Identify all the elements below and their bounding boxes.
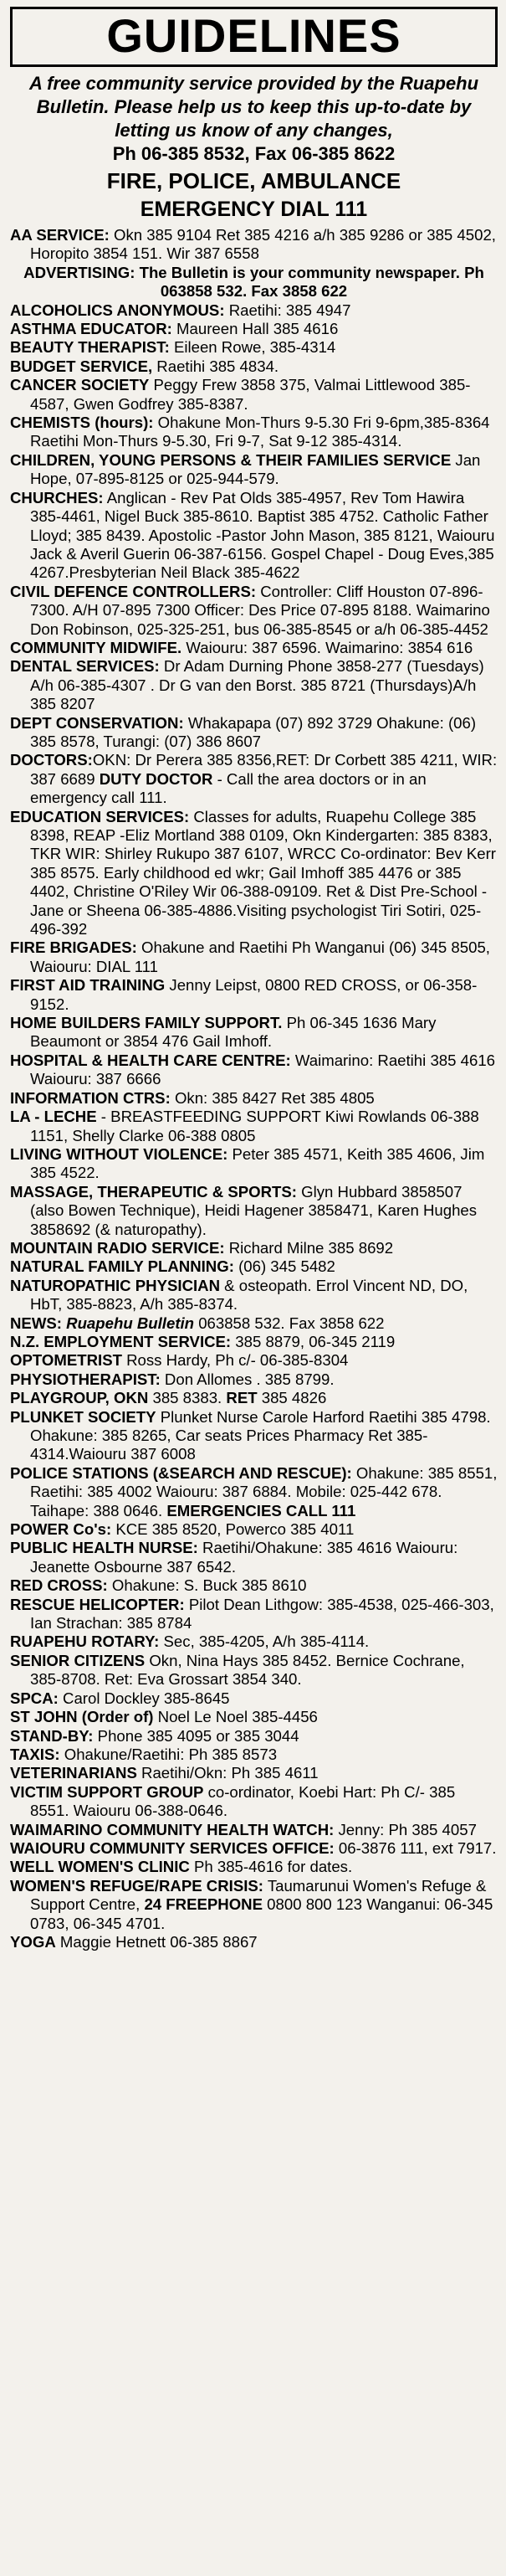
entry-heading: FIRST AID TRAINING (10, 976, 166, 995)
entry-heading: BUDGET SERVICE, (10, 357, 153, 375)
list-item (10, 1727, 498, 1746)
list-item (10, 451, 498, 489)
entry-details: Okn: 385 8427 Ret 385 4805 (170, 1088, 375, 1107)
entry-details: Peggy Frew 3858 375, Valmai Littlewood 385-4587, Gwen Godfrey 385-8387. (30, 376, 471, 413)
entry-heading: WAIOURU COMMUNITY SERVICES OFFICE: (10, 1838, 335, 1857)
entry-details: 385 8383. (148, 1389, 227, 1407)
entry-heading: BEAUTY THERAPIST: (10, 338, 170, 357)
entry-heading: CHEMISTS (hours): (10, 414, 154, 432)
entry-details: Okn, Nina Hays 385 8452. Bernice Cochrane, 385-8708. Ret: Eva Grossart 3854 340. (30, 1651, 465, 1689)
list-item (10, 1464, 498, 1520)
entry-heading: CHURCHES: (10, 488, 104, 506)
list-item (10, 226, 498, 264)
entry-emphasis: EMERGENCIES CALL 111 (166, 1501, 356, 1519)
list-item (10, 489, 498, 583)
entry-heading: WOMEN'S REFUGE/RAPE CRISIS: (10, 1876, 263, 1895)
list-item (10, 414, 498, 451)
entry-details: Peter 385 4571, Keith 385 4606, Jim 385 4522. (30, 1144, 485, 1182)
list-item (10, 751, 498, 807)
entry-details: Raetihi 385 4834. (152, 357, 279, 375)
list-item (10, 1933, 498, 1951)
entry-heading: POLICE STATIONS (&SEARCH AND RESCUE): (10, 1463, 352, 1482)
list-item (10, 1014, 498, 1051)
entry-heading: STAND-BY: (10, 1726, 94, 1745)
list-item (10, 1089, 498, 1108)
list-item (10, 938, 498, 976)
list-item (10, 1596, 498, 1633)
entry-details: Jenny Leipst, 0800 RED CROSS, or 06-358-9152. (30, 976, 478, 1013)
list-item (10, 808, 498, 939)
entry-details: 06-3876 111, ext 7917. (334, 1838, 497, 1857)
entry-heading: ASTHMA EDUCATOR: (10, 320, 172, 338)
list-item (10, 976, 498, 1014)
list-item (10, 1652, 498, 1689)
entry-heading: RESCUE HELICOPTER: (10, 1595, 185, 1613)
entry-heading: PLUNKET SOCIETY (10, 1407, 156, 1426)
entry-heading: VETERINARIANS (10, 1764, 137, 1782)
entry-publication: Ruapehu Bulletin (61, 1314, 195, 1332)
entry-details: & osteopath. Errol Vincent ND, DO, HbT, 385-8823, A/h 385-8374. (30, 1276, 468, 1314)
entry-heading: DEPT CONSERVATION: (10, 713, 184, 732)
entry-details: Dr Adam Durning Phone 3858-277 (Tuesdays) A/h 06-385-4307 . Dr G van den Borst. 385 8721 (Thursdays)A/h 385 8207 (30, 657, 484, 713)
entry-details: 385 8879, 06-345 2119 (231, 1332, 396, 1350)
list-item (10, 1108, 498, 1145)
directory-list (10, 226, 498, 1951)
entry-details: OKN: Dr Perera 385 8356,RET: Dr Corbett 385 4211, WIR: 387 6689 (30, 751, 498, 788)
entry-heading: OPTOMETRIST (10, 1351, 122, 1370)
entry-details: Anglican - Rev Pat Olds 385-4957, Rev Tom Hawira 385-4461, Nigel Buck 385-8610. Baptist 385 4752. Catholic Father Lloyd; 385 8439. Apostolic -Pastor John Mason, 385 8121, Waiouru Jack & Averil Guerin 06-387-6156. Gospel Chapel - Doug Eves,385 4267.Presbyterian Neil Black 385-4622 (30, 488, 495, 582)
list-item (10, 1389, 498, 1407)
entry-heading: DOCTORS: (10, 751, 93, 769)
list-item (10, 1539, 498, 1576)
entry-details: KCE 385 8520, Powerco 385 4011 (111, 1520, 355, 1539)
entry-details: Pilot Dean Lithgow: 385-4538, 025-466-303, Ian Strachan: 385 8784 (30, 1595, 494, 1632)
entry-heading: N.Z. EMPLOYMENT SERVICE: (10, 1332, 232, 1350)
list-item (10, 583, 498, 639)
entry-heading: VICTIM SUPPORT GROUP (10, 1782, 204, 1801)
entry-details: Ohakune Mon-Thurs 9-5.30 Fri 9-6pm,385-8364 Raetihi Mon-Thurs 9-5.30, Fri 9-7, Sat 9-12 385-4314. (30, 414, 490, 450)
masthead (10, 7, 498, 67)
entry-heading: HOME BUILDERS FAMILY SUPPORT. (10, 1014, 283, 1032)
entry-details: co-ordinator, Koebi Hart: Ph C/- 385 8551. Waiouru 06-388-0646. (30, 1782, 456, 1820)
entry-heading: COMMUNITY MIDWIFE. (10, 638, 182, 656)
entry-details: Ohakune/Raetihi: Ph 385 8573 (59, 1745, 278, 1763)
list-item (10, 1877, 498, 1933)
entry-heading: PLAYGROUP, OKN (10, 1389, 149, 1407)
entry-details: Maureen Hall 385 4616 (171, 320, 339, 338)
list-item (10, 1257, 498, 1276)
entry-heading: PHYSIOTHERAPIST: (10, 1370, 161, 1388)
emergency-services-heading: FIRE, POLICE, AMBULANCE (106, 168, 401, 193)
list-item (10, 1821, 498, 1839)
list-item (10, 1783, 498, 1821)
entry-details-more: 0800 800 123 Wanganui: 06-345 0783, 06-345 4701. (30, 1895, 493, 1932)
list-item (10, 357, 498, 376)
entry-details: - BREASTFEEDING SUPPORT Kiwi Rowlands 06-388 1151, Shelly Clarke 06-388 0805 (30, 1108, 479, 1144)
entry-details: Raetihi/Ohakune: 385 4616 Waiouru: Jeanette Osbourne 387 6542. (30, 1539, 458, 1576)
entry-details: Phone 385 4095 or 385 3044 (93, 1726, 299, 1745)
list-item (10, 1576, 498, 1595)
entry-details-more: 063858 532. Fax 3858 622 (194, 1314, 385, 1332)
intro-phone: Ph 06-385 8532, Fax 06-385 8622 (112, 143, 396, 164)
emergency-dial-heading: EMERGENCY DIAL 111 (140, 198, 368, 221)
entry-heading: HOSPITAL & HEALTH CARE CENTRE: (10, 1051, 291, 1069)
entry-heading: MASSAGE, THERAPEUTIC & SPORTS: (10, 1182, 297, 1201)
list-item (10, 1408, 498, 1464)
entry-details: Sec, 385-4205, A/h 385-4114. (159, 1632, 370, 1651)
entry-details: Waiouru: 387 6596. Waimarino: 3854 616 (181, 638, 473, 656)
intro-text (10, 72, 498, 166)
entry-details: Ohakune: S. Buck 385 8610 (107, 1576, 307, 1595)
entry-heading: DENTAL SERVICES: (10, 657, 160, 676)
entry-details: Waimarino: Raetihi 385 4616 Waiouru: 387 6666 (30, 1051, 495, 1088)
entry-heading: INFORMATION CTRS: (10, 1088, 171, 1107)
entry-details: Eileen Rowe, 385-4314 (169, 338, 336, 357)
entry-heading: LIVING WITHOUT VIOLENCE: (10, 1144, 228, 1163)
entry-notice: ADVERTISING: The Bulletin is your community newspaper. Ph 063858 532. Fax 3858 622 (23, 263, 484, 301)
entry-heading: AA SERVICE: (10, 226, 110, 244)
entry-heading: ST JOHN (Order of) (10, 1708, 154, 1726)
entry-details: Ohakune and Raetihi Ph Wanganui (06) 345 8505, Waiouru: DIAL 111 (30, 938, 490, 975)
list-item (10, 1239, 498, 1257)
list-item (10, 376, 498, 414)
entry-details-more: 385 4826 (257, 1389, 327, 1407)
entry-details: Ross Hardy, Ph c/- 06-385-8304 (121, 1351, 349, 1370)
list-item (10, 1746, 498, 1764)
list-item (10, 1051, 498, 1089)
list-item (10, 1708, 498, 1726)
list-item (10, 264, 498, 301)
entry-details: Plunket Nurse Carole Harford Raetihi 385 4798. Ohakune: 385 8265, Car seats Prices Pharmacy Ret 385-4314.Waiouru 387 6008 (30, 1407, 491, 1463)
entry-heading: CIVIL DEFENCE CONTROLLERS: (10, 582, 257, 600)
entry-details: Classes for adults, Ruapehu College 385 8398, REAP -Eliz Mortland 388 0109, Okn Kindergarten: 385 8383, TKR WIR: Shirley Rukupo 387 6107, WRCC Co-ordinator: Bev Kerr 385 8575. Early childhood ed wkr; Gail Imhoff 385 4476 or 385 4402, Christine O'Riley Wir 06-388-09109. Ret & Dist Pre-School - Jane or Sheena 06-385-4886.Visiting psychologist Tiri Sotiri, 025-496-392 (30, 807, 496, 938)
entry-details: (06) 345 5482 (233, 1257, 335, 1276)
entry-heading: NEWS: (10, 1314, 62, 1332)
entry-heading: RUAPEHU ROTARY: (10, 1632, 160, 1651)
intro-body: A free community service provided by the Ruapehu Bulletin. Please help us to keep this up-to-date by letting us know of any changes, (28, 73, 479, 141)
list-item (10, 1351, 498, 1370)
entry-heading: NATURAL FAMILY PLANNING: (10, 1257, 234, 1276)
entry-details-more: - Call the area doctors or in an emergency call 111. (30, 769, 427, 807)
entry-heading: EDUCATION SERVICES: (10, 807, 190, 825)
entry-details: Glyn Hubbard 3858507 (also Bowen Technique), Heidi Hagener 3858471, Karen Hughes 3858692 (& naturopathy). (30, 1182, 478, 1238)
list-item (10, 320, 498, 338)
entry-emphasis: RET (226, 1389, 258, 1407)
entry-details: Ph 06-345 1636 Mary Beaumont or 3854 476 Gail Imhoff. (30, 1014, 437, 1051)
entry-details: Ph 385-4616 for dates. (189, 1858, 353, 1876)
entry-heading: YOGA (10, 1932, 56, 1951)
entry-details: Jenny: Ph 385 4057 (334, 1820, 477, 1838)
list-item (10, 1858, 498, 1876)
entry-heading: WAIMARINO COMMUNITY HEALTH WATCH: (10, 1820, 335, 1838)
entry-details: Richard Milne 385 8692 (224, 1238, 394, 1257)
entry-details: Okn 385 9104 Ret 385 4216 a/h 385 9286 or 385 4502, Horopito 3854 151. Wir 387 6558 (30, 226, 496, 263)
list-item (10, 301, 498, 320)
entry-heading: TAXIS: (10, 1745, 60, 1763)
entry-heading: CHILDREN, YOUNG PERSONS & THEIR FAMILIES SERVICE (10, 450, 452, 469)
entry-details: Maggie Hetnett 06-385 8867 (55, 1932, 258, 1951)
entry-details: Raetihi/Okn: Ph 385 4611 (136, 1764, 319, 1782)
list-item (10, 1277, 498, 1314)
entry-heading: ALCOHOLICS ANONYMOUS: (10, 301, 225, 319)
entry-heading: NATUROPATHIC PHYSICIAN (10, 1276, 221, 1294)
entry-heading: POWER Co's: (10, 1520, 112, 1539)
entry-details: Jan Hope, 07-895-8125 or 025-944-579. (30, 450, 481, 488)
page-title: GUIDELINES (106, 9, 401, 62)
entry-details: Noel Le Noel 385-4456 (153, 1708, 318, 1726)
list-item (10, 1145, 498, 1183)
list-item (10, 338, 498, 357)
entry-details: Ohakune: 385 8551, Raetihi: 385 4002 Waiouru: 387 6884. Mobile: 025-442 678. Taihape: 388 0646. (30, 1463, 498, 1519)
entry-emphasis: DUTY DOCTOR (99, 769, 213, 788)
list-item (10, 1370, 498, 1389)
entry-details: Taumarunui Women's Refuge & Support Centre, (30, 1876, 487, 1914)
entry-emphasis: 24 FREEPHONE (144, 1895, 263, 1914)
list-item (10, 1520, 498, 1539)
entry-details: Carol Dockley 385-8645 (58, 1689, 230, 1707)
entry-heading: FIRE BRIGADES: (10, 938, 137, 957)
entry-heading: SPCA: (10, 1689, 59, 1707)
list-item (10, 657, 498, 713)
list-item (10, 1333, 498, 1351)
list-item (10, 714, 498, 752)
list-item (10, 1689, 498, 1708)
list-item (10, 1314, 498, 1333)
entry-details: Raetihi: 385 4947 (224, 301, 351, 319)
list-item (10, 1839, 498, 1858)
list-item (10, 1632, 498, 1651)
list-item (10, 1183, 498, 1239)
entry-heading: SENIOR CITIZENS (10, 1651, 146, 1669)
entry-heading: MOUNTAIN RADIO SERVICE: (10, 1238, 225, 1257)
entry-heading: RED CROSS: (10, 1576, 108, 1595)
list-item (10, 639, 498, 657)
entry-details: Don Allomes . 385 8799. (160, 1370, 335, 1388)
entry-heading: CANCER SOCIETY (10, 376, 150, 394)
entry-heading: LA - LECHE (10, 1108, 97, 1126)
entry-heading: PUBLIC HEALTH NURSE: (10, 1539, 198, 1557)
entry-details: Whakapapa (07) 892 3729 Ohakune: (06) 385 8578, Turangi: (07) 386 8607 (30, 713, 477, 750)
list-item (10, 1764, 498, 1782)
entry-heading: WELL WOMEN'S CLINIC (10, 1858, 190, 1876)
entry-details: Controller: Cliff Houston 07-896-7300. A/H 07-895 7300 Officer: Des Price 07-895 8188. Waimarino Don Robinson, 025-325-251, bus 06-385-8545 or a/h 06-385-4452 (30, 582, 490, 638)
